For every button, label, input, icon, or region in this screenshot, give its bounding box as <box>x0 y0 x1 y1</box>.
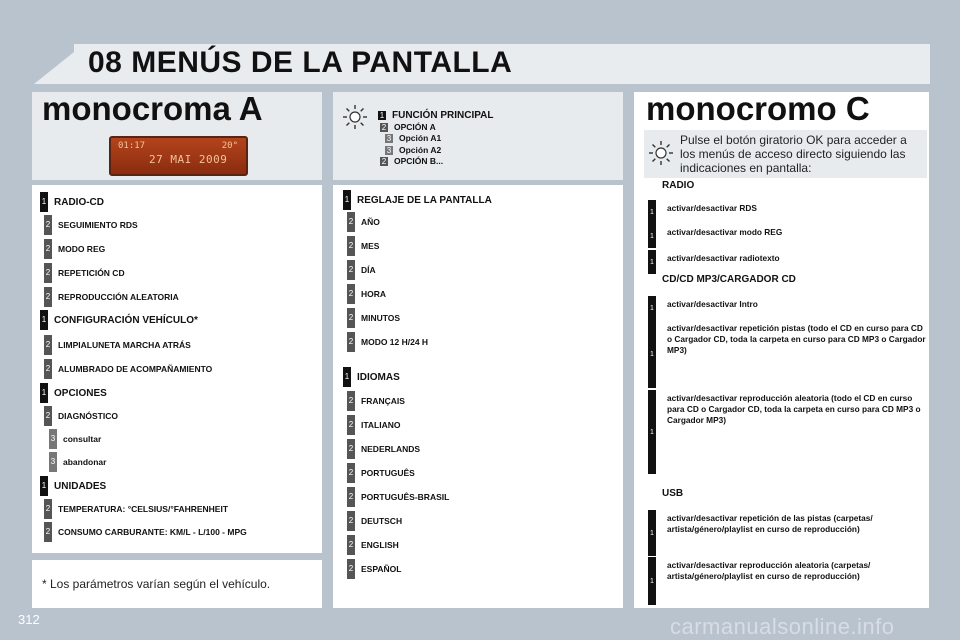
level-badge: 2 <box>347 439 355 459</box>
col-b-menu-item <box>343 367 400 387</box>
level-badge: 2 <box>381 122 387 132</box>
col-a-menu-label: REPETICIÓN CD <box>58 268 125 278</box>
level-badge: 1 <box>648 250 656 274</box>
col-a-menu-label: RADIO-CD <box>54 196 104 208</box>
level-badge: 2 <box>44 406 52 426</box>
col-b-menu-label: MODO 12 H/24 H <box>361 337 429 347</box>
col-b-menu-label: IDIOMAS <box>357 371 400 383</box>
col-b-menu-label: ITALIANO <box>361 420 401 430</box>
col-a-menu-label: MODO REG <box>58 244 106 254</box>
col-a-menu-item <box>44 359 212 379</box>
level-badge: 2 <box>44 287 52 307</box>
col-c-item-label: activar/desactivar radiotexto <box>667 253 780 263</box>
legend-item <box>385 133 441 143</box>
col-b-menu-item <box>347 511 402 531</box>
col-a-menu-item <box>44 239 105 259</box>
col-b-menu-item <box>347 535 399 555</box>
level-badge: 1 <box>40 192 48 212</box>
level-badge: 1 <box>40 476 48 496</box>
page-title: 08 MENÚS DE LA PANTALLA <box>88 46 513 79</box>
col-b-menu-label: MES <box>361 241 380 251</box>
level-badge: 2 <box>44 215 52 235</box>
sun-icon <box>342 104 368 130</box>
level-badge: 2 <box>347 415 355 435</box>
level-badge: 1 <box>648 557 656 605</box>
col-b-menu-item <box>347 236 379 256</box>
col-c-title: monocromo C <box>646 90 870 127</box>
col-c-item <box>648 390 928 474</box>
col-b-menu-label: PORTUGUÊS <box>361 468 415 478</box>
col-a-menu-label: DIAGNÓSTICO <box>58 411 118 421</box>
col-b-menu-label: PORTUGUÊS-BRASIL <box>361 492 450 502</box>
level-badge: 2 <box>347 535 355 555</box>
level-badge: 2 <box>44 499 52 519</box>
col-a-menu-item <box>44 215 138 235</box>
legend-label: Opción A1 <box>399 133 442 143</box>
col-a-menu-item <box>44 406 118 426</box>
col-b-menu-item <box>347 391 405 411</box>
footnote: * Los parámetros varían según el vehículo. <box>42 577 271 591</box>
col-a-menu-label: LIMPIALUNETA MARCHA ATRÁS <box>58 340 191 350</box>
col-a-menu-item <box>40 192 104 212</box>
col-a-menu-item <box>44 263 125 283</box>
sun-icon <box>648 140 674 166</box>
col-a-title: monocroma A <box>42 90 263 127</box>
col-a-menu-item <box>49 452 106 472</box>
col-b-menu-item <box>347 212 380 232</box>
col-c-item <box>648 296 928 320</box>
col-c-item <box>648 200 928 224</box>
level-badge: 1 <box>343 367 351 387</box>
col-b-menu-item <box>343 190 492 210</box>
level-badge: 2 <box>347 212 355 232</box>
level-badge: 1 <box>343 190 351 210</box>
col-b-menu-label: HORA <box>361 289 387 299</box>
legend-panel <box>333 92 623 180</box>
col-b-menu-item <box>347 308 400 328</box>
col-c-item-label: activar/desactivar Intro <box>667 299 758 309</box>
display-temp: 20° <box>221 141 238 151</box>
col-a-menu-label: CONFIGURACIÓN VEHÍCULO* <box>54 314 198 326</box>
col-b-menu-label: FRANÇAIS <box>361 396 405 406</box>
col-a-menu-item <box>49 429 101 449</box>
col-b-menu-item <box>347 439 420 459</box>
page-number: 312 <box>18 612 40 627</box>
level-badge: 2 <box>347 463 355 483</box>
level-badge: 1 <box>648 200 656 224</box>
col-a-menu-label: ALUMBRADO DE ACOMPAÑAMIENTO <box>58 364 213 374</box>
col-c-item-label: activar/desactivar modo REG <box>667 227 783 237</box>
watermark: carmanualsonline.info <box>670 614 895 639</box>
col-a-menu-label: UNIDADES <box>54 480 107 492</box>
level-badge: 2 <box>381 156 387 166</box>
level-badge: 2 <box>44 522 52 542</box>
col-a-menu-item <box>40 383 107 403</box>
col-b-menu-item <box>347 332 428 352</box>
level-badge: 3 <box>386 145 392 155</box>
level-badge: 2 <box>347 332 355 352</box>
col-b-menu-item <box>347 284 386 304</box>
col-a-menu-item <box>40 476 106 496</box>
col-c-item <box>648 224 928 248</box>
legend-label: OPCIÓN A <box>394 122 436 132</box>
col-c-item <box>648 557 928 605</box>
col-b-menu-label: REGLAJE DE LA PANTALLA <box>357 194 492 206</box>
level-badge: 1 <box>40 383 48 403</box>
level-badge: 2 <box>44 359 52 379</box>
level-badge: 1 <box>648 296 656 320</box>
col-b-menu-label: MINUTOS <box>361 313 401 323</box>
display-time: 01:17 <box>118 141 146 151</box>
level-badge: 1 <box>648 510 656 556</box>
level-badge: 3 <box>49 429 57 449</box>
col-a-menu-label: TEMPERATURA: °CELSIUS/°FAHRENHEIT <box>58 504 229 514</box>
col-b-menu-item <box>347 463 415 483</box>
col-b-menu-label: DEUTSCH <box>361 516 403 526</box>
col-a-menu-item <box>44 499 228 519</box>
display-date: 27 MAI 2009 <box>149 153 228 166</box>
level-badge: 1 <box>379 111 385 120</box>
col-b-menu-label: ESPAÑOL <box>361 564 402 574</box>
col-c-item <box>648 510 928 556</box>
level-badge: 2 <box>347 391 355 411</box>
col-c-section-heading: RADIO <box>662 180 695 191</box>
level-badge: 2 <box>347 559 355 579</box>
legend-label: Opción A2 <box>399 145 442 155</box>
col-b-menu-label: AÑO <box>361 217 380 227</box>
col-b-menu-item <box>347 260 376 280</box>
legend-label: OPCIÓN B... <box>394 156 444 166</box>
level-badge: 1 <box>648 390 656 474</box>
level-badge: 1 <box>40 310 48 330</box>
col-a-menu-item <box>44 335 191 355</box>
level-badge: 1 <box>648 224 656 248</box>
level-badge: 2 <box>347 236 355 256</box>
col-a-menu-label: abandonar <box>63 457 107 467</box>
level-badge: 2 <box>44 239 52 259</box>
col-b-menu-item <box>347 415 401 435</box>
legend-label: FUNCIÓN PRINCIPAL <box>392 110 494 121</box>
col-a-menu-item <box>40 310 198 330</box>
col-c-item <box>648 320 928 388</box>
level-badge: 1 <box>648 320 656 388</box>
level-badge: 2 <box>44 263 52 283</box>
col-a-menu-label: SEGUIMIENTO RDS <box>58 220 138 230</box>
col-b-menu-label: ENGLISH <box>361 540 399 550</box>
col-c-item-label: activar/desactivar reproducción aleatoria (todo el CD en curso para CD o Cargador CD, toda la carpeta en curso para CD MP3 o Cargador MP3) <box>667 393 921 425</box>
level-badge: 3 <box>49 452 57 472</box>
col-c-section-heading: USB <box>662 488 684 499</box>
col-a-menu-item <box>44 287 179 307</box>
legend-item <box>380 156 443 166</box>
col-b-menu-label: DÍA <box>361 265 376 275</box>
col-b-menu-item <box>347 559 401 579</box>
level-badge: 3 <box>386 133 392 143</box>
level-badge: 2 <box>347 284 355 304</box>
level-badge: 2 <box>347 487 355 507</box>
col-c-item <box>648 250 928 274</box>
legend-item <box>378 110 493 121</box>
col-c-intro-text: Pulse el botón giratorio OK para acceder a los menús de acceso directo siguiendo las indicaciones en pantalla: <box>680 133 907 175</box>
col-b-menu-item <box>347 487 449 507</box>
legend-item <box>385 145 441 155</box>
col-a-menu-label: CONSUMO CARBURANTE: KM/L - L/100 - MPG <box>58 527 247 537</box>
col-a-menu-label: consultar <box>63 434 102 444</box>
level-badge: 2 <box>44 335 52 355</box>
col-c-section-heading: CD/CD MP3/CARGADOR CD <box>662 274 796 285</box>
level-badge: 2 <box>347 511 355 531</box>
legend-item <box>380 122 436 132</box>
level-badge: 2 <box>347 260 355 280</box>
monochrome-display <box>109 136 248 176</box>
col-c-item-label: activar/desactivar repetición de las pistas (carpetas/ artista/género/playlist en curso de reproducción) <box>667 513 873 534</box>
col-a-menu-label: REPRODUCCIÓN ALEATORIA <box>58 292 179 302</box>
col-b-menu-label: NEDERLANDS <box>361 444 421 454</box>
col-a-menu-item <box>44 522 247 542</box>
level-badge: 2 <box>347 308 355 328</box>
col-c-item-label: activar/desactivar RDS <box>667 203 757 213</box>
col-c-item-label: activar/desactivar reproducción aleatoria (carpetas/ artista/género/playlist en curso de reproducción) <box>667 560 871 581</box>
col-a-menu-label: OPCIONES <box>54 387 107 399</box>
col-c-item-label: activar/desactivar repetición pistas (todo el CD en curso para CD o Cargador CD, toda la carpeta en curso para CD MP3 o Cargador MP3) <box>667 323 926 355</box>
